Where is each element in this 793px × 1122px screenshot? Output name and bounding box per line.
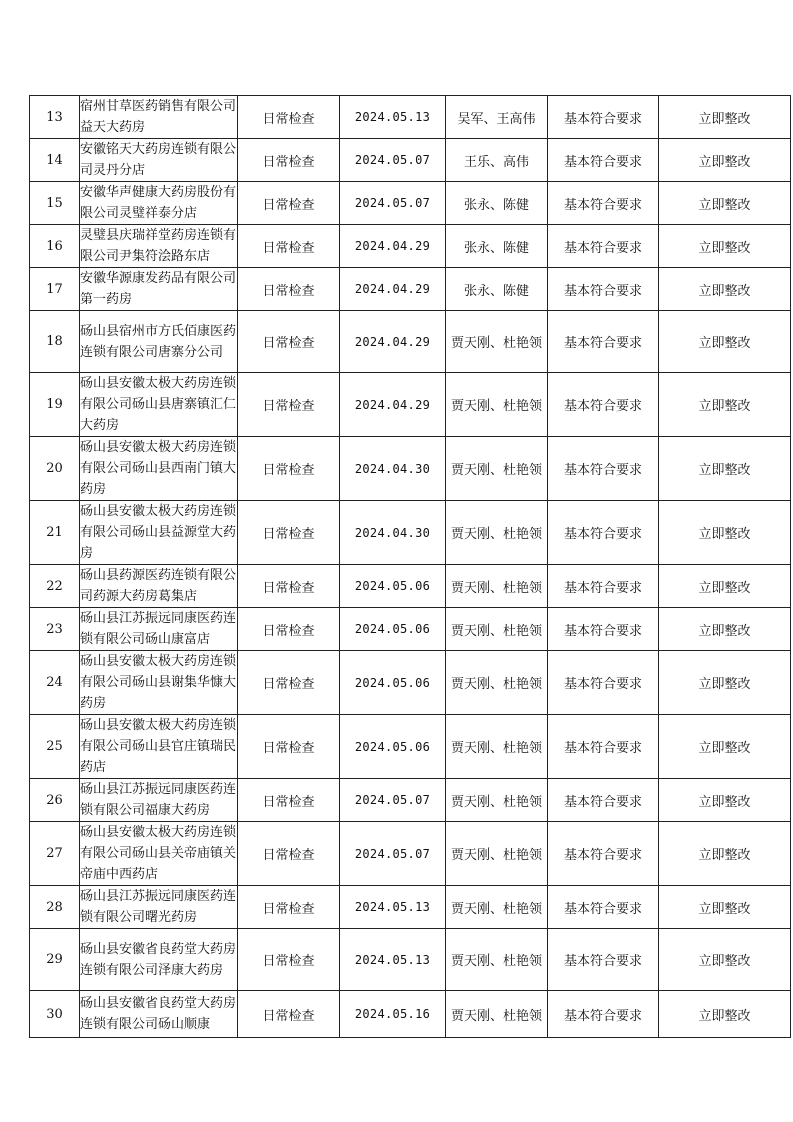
inspection-result: 基本符合要求 (548, 991, 659, 1038)
handling-action: 立即整改 (659, 991, 791, 1038)
row-number: 16 (30, 225, 80, 268)
handling-action: 立即整改 (659, 268, 791, 311)
inspectors: 贾天刚、杜艳领 (446, 565, 548, 608)
inspection-date: 2024.04.29 (340, 225, 446, 268)
handling-action: 立即整改 (659, 182, 791, 225)
inspectors: 贾天刚、杜艳领 (446, 608, 548, 651)
table-row (30, 311, 791, 373)
inspection-type: 日常检查 (238, 779, 340, 822)
row-number: 19 (30, 373, 80, 437)
inspection-result: 基本符合要求 (548, 268, 659, 311)
pharmacy-name: 宿州甘草医药销售有限公司益天大药房 (80, 96, 238, 139)
inspection-type: 日常检查 (238, 268, 340, 311)
table-row (30, 608, 791, 651)
inspection-date: 2024.05.16 (340, 991, 446, 1038)
inspection-result: 基本符合要求 (548, 311, 659, 373)
handling-action: 立即整改 (659, 651, 791, 715)
row-number: 13 (30, 96, 80, 139)
pharmacy-name: 砀山县安徽太极大药房连锁有限公司砀山县唐寨镇汇仁大药房 (80, 373, 238, 437)
inspection-date: 2024.04.30 (340, 501, 446, 565)
inspectors: 张永、陈健 (446, 182, 548, 225)
pharmacy-name: 砀山县安徽太极大药房连锁有限公司砀山县关帝庙镇关帝庙中西药店 (80, 822, 238, 886)
inspection-result: 基本符合要求 (548, 608, 659, 651)
inspection-date: 2024.05.06 (340, 651, 446, 715)
pharmacy-name: 砀山县安徽省良药堂大药房连锁有限公司泽康大药房 (80, 929, 238, 991)
inspection-type: 日常检查 (238, 501, 340, 565)
inspection-type: 日常检查 (238, 822, 340, 886)
handling-action: 立即整改 (659, 608, 791, 651)
table-row (30, 565, 791, 608)
row-number: 22 (30, 565, 80, 608)
pharmacy-name: 安徽华声健康大药房股份有限公司灵璧祥泰分店 (80, 182, 238, 225)
table-row (30, 886, 791, 929)
inspection-date: 2024.05.07 (340, 779, 446, 822)
handling-action: 立即整改 (659, 779, 791, 822)
inspectors: 贾天刚、杜艳领 (446, 311, 548, 373)
table-row (30, 501, 791, 565)
table-row (30, 715, 791, 779)
pharmacy-name: 砀山县江苏振远同康医药连锁有限公司砀山康富店 (80, 608, 238, 651)
inspection-type: 日常检查 (238, 991, 340, 1038)
inspection-type: 日常检查 (238, 651, 340, 715)
inspection-date: 2024.05.13 (340, 929, 446, 991)
table-row (30, 991, 791, 1038)
inspectors: 贾天刚、杜艳领 (446, 822, 548, 886)
pharmacy-name: 安徽铭天大药房连锁有限公司灵丹分店 (80, 139, 238, 182)
table-row (30, 139, 791, 182)
inspection-date: 2024.04.29 (340, 311, 446, 373)
handling-action: 立即整改 (659, 501, 791, 565)
pharmacy-name: 砀山县安徽太极大药房连锁有限公司砀山县谢集华慷大药房 (80, 651, 238, 715)
inspection-table (29, 95, 791, 1038)
inspection-result: 基本符合要求 (548, 715, 659, 779)
inspection-result: 基本符合要求 (548, 651, 659, 715)
pharmacy-name: 砀山县宿州市方氏佰康医药连锁有限公司唐寨分公司 (80, 311, 238, 373)
row-number: 29 (30, 929, 80, 991)
inspection-result: 基本符合要求 (548, 139, 659, 182)
handling-action: 立即整改 (659, 139, 791, 182)
inspection-type: 日常检查 (238, 715, 340, 779)
pharmacy-name: 灵璧县庆瑞祥堂药房连锁有限公司尹集符浍路东店 (80, 225, 238, 268)
table-row (30, 182, 791, 225)
pharmacy-name: 砀山县安徽省良药堂大药房连锁有限公司砀山顺康 (80, 991, 238, 1038)
inspection-result: 基本符合要求 (548, 565, 659, 608)
pharmacy-name: 砀山县江苏振远同康医药连锁有限公司曙光药房 (80, 886, 238, 929)
handling-action: 立即整改 (659, 886, 791, 929)
handling-action: 立即整改 (659, 437, 791, 501)
pharmacy-name: 砀山县安徽太极大药房连锁有限公司砀山县益源堂大药房 (80, 501, 238, 565)
inspectors: 贾天刚、杜艳领 (446, 501, 548, 565)
inspectors: 贾天刚、杜艳领 (446, 886, 548, 929)
inspection-result: 基本符合要求 (548, 501, 659, 565)
inspection-type: 日常检查 (238, 373, 340, 437)
row-number: 24 (30, 651, 80, 715)
inspection-type: 日常检查 (238, 139, 340, 182)
table-row (30, 651, 791, 715)
inspection-type: 日常检查 (238, 96, 340, 139)
inspectors: 贾天刚、杜艳领 (446, 991, 548, 1038)
inspection-type: 日常检查 (238, 182, 340, 225)
pharmacy-name: 砀山县安徽太极大药房连锁有限公司砀山县西南门镇大药房 (80, 437, 238, 501)
table-row (30, 779, 791, 822)
inspection-date: 2024.05.13 (340, 886, 446, 929)
handling-action: 立即整改 (659, 565, 791, 608)
row-number: 23 (30, 608, 80, 651)
inspection-type: 日常检查 (238, 225, 340, 268)
inspection-result: 基本符合要求 (548, 822, 659, 886)
inspection-result: 基本符合要求 (548, 225, 659, 268)
inspection-result: 基本符合要求 (548, 373, 659, 437)
row-number: 25 (30, 715, 80, 779)
inspectors: 贾天刚、杜艳领 (446, 437, 548, 501)
inspection-result: 基本符合要求 (548, 182, 659, 225)
handling-action: 立即整改 (659, 715, 791, 779)
inspectors: 张永、陈健 (446, 268, 548, 311)
table-row (30, 225, 791, 268)
inspection-type: 日常检查 (238, 565, 340, 608)
inspection-result: 基本符合要求 (548, 929, 659, 991)
inspection-type: 日常检查 (238, 929, 340, 991)
inspectors: 贾天刚、杜艳领 (446, 929, 548, 991)
inspectors: 贾天刚、杜艳领 (446, 779, 548, 822)
row-number: 28 (30, 886, 80, 929)
inspection-result: 基本符合要求 (548, 96, 659, 139)
inspection-date: 2024.05.06 (340, 608, 446, 651)
row-number: 15 (30, 182, 80, 225)
inspection-date: 2024.04.29 (340, 268, 446, 311)
inspection-result: 基本符合要求 (548, 437, 659, 501)
row-number: 26 (30, 779, 80, 822)
inspection-date: 2024.04.30 (340, 437, 446, 501)
table-row (30, 268, 791, 311)
row-number: 17 (30, 268, 80, 311)
row-number: 30 (30, 991, 80, 1038)
handling-action: 立即整改 (659, 822, 791, 886)
inspectors: 贾天刚、杜艳领 (446, 715, 548, 779)
row-number: 20 (30, 437, 80, 501)
handling-action: 立即整改 (659, 96, 791, 139)
row-number: 27 (30, 822, 80, 886)
handling-action: 立即整改 (659, 225, 791, 268)
inspection-type: 日常检查 (238, 311, 340, 373)
table-row (30, 373, 791, 437)
inspection-result: 基本符合要求 (548, 779, 659, 822)
inspection-date: 2024.05.06 (340, 565, 446, 608)
row-number: 14 (30, 139, 80, 182)
handling-action: 立即整改 (659, 929, 791, 991)
inspection-date: 2024.05.07 (340, 182, 446, 225)
pharmacy-name: 安徽华源康发药品有限公司第一药房 (80, 268, 238, 311)
inspection-type: 日常检查 (238, 608, 340, 651)
inspection-type: 日常检查 (238, 437, 340, 501)
pharmacy-name: 砀山县江苏振远同康医药连锁有限公司福康大药房 (80, 779, 238, 822)
inspection-date: 2024.05.07 (340, 822, 446, 886)
inspection-date: 2024.05.07 (340, 139, 446, 182)
pharmacy-name: 砀山县安徽太极大药房连锁有限公司砀山县官庄镇瑞民药店 (80, 715, 238, 779)
inspection-date: 2024.05.06 (340, 715, 446, 779)
inspectors: 贾天刚、杜艳领 (446, 651, 548, 715)
table-row (30, 822, 791, 886)
table-row (30, 437, 791, 501)
inspectors: 贾天刚、杜艳领 (446, 373, 548, 437)
inspectors: 吴军、王高伟 (446, 96, 548, 139)
inspection-type: 日常检查 (238, 886, 340, 929)
inspectors: 王乐、高伟 (446, 139, 548, 182)
table-row (30, 929, 791, 991)
pharmacy-name: 砀山县药源医药连锁有限公司药源大药房葛集店 (80, 565, 238, 608)
row-number: 18 (30, 311, 80, 373)
handling-action: 立即整改 (659, 373, 791, 437)
inspection-date: 2024.04.29 (340, 373, 446, 437)
inspection-date: 2024.05.13 (340, 96, 446, 139)
table-row (30, 96, 791, 139)
inspectors: 张永、陈健 (446, 225, 548, 268)
row-number: 21 (30, 501, 80, 565)
inspection-result: 基本符合要求 (548, 886, 659, 929)
handling-action: 立即整改 (659, 311, 791, 373)
